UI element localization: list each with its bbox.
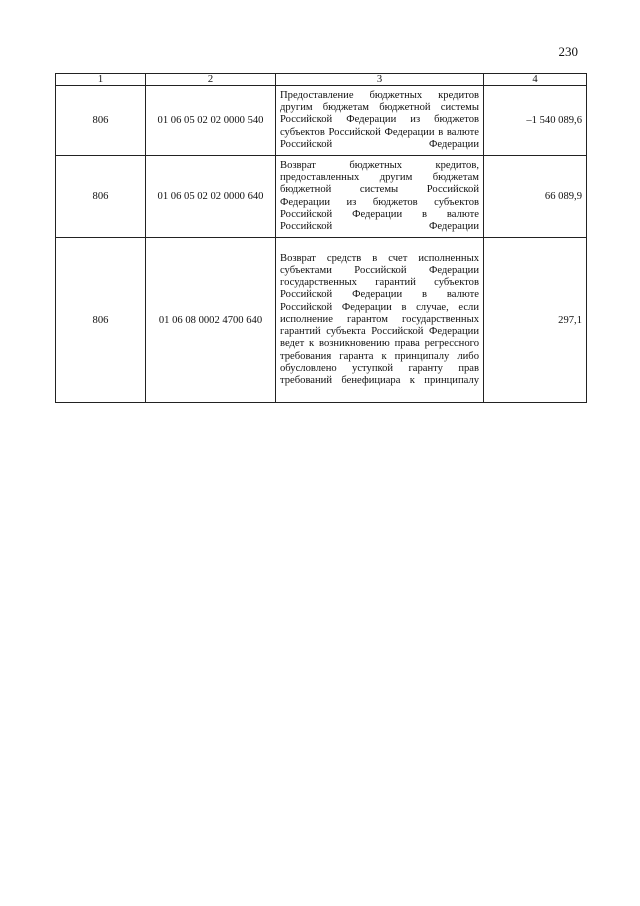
- description-cell: Возврат средств в счет исполненных субъектами Российской Федерации государственных гарантий субъектов Российской Федерации в валюте Российской Федерации в случае, если исполнение гарантом государственных гарантий субъекта Российской Федерации ведет к возникновению права регрессного требования гаранта к принципалу либо обусловлено уступкой гаранту прав требований бенефициара к принципалу: [276, 238, 484, 403]
- budget-sources-table: [55, 73, 587, 403]
- amount-cell: 297,1: [484, 238, 587, 403]
- page-number: 230: [558, 44, 578, 59]
- budget-code-cell: 01 06 05 02 02 0000 640: [146, 156, 276, 238]
- admin-code-cell: 806: [56, 238, 146, 403]
- budget-code-cell: 01 06 08 0002 4700 640: [146, 238, 276, 403]
- column-header-1: 1: [56, 74, 146, 86]
- amount-cell: –1 540 089,6: [484, 86, 587, 156]
- description-cell: Возврат бюджетных кредитов, предоставленных другим бюджетам бюджетной системы Российской Федерации из бюджетов субъектов Российской Федерации в валюте Российской Федерации: [276, 156, 484, 238]
- table-row: [56, 238, 587, 403]
- column-header-3: 3: [276, 74, 484, 86]
- admin-code-cell: 806: [56, 86, 146, 156]
- budget-code-cell: 01 06 05 02 02 0000 540: [146, 86, 276, 156]
- table-row: [56, 86, 587, 156]
- table-row: [56, 156, 587, 238]
- column-header-2: 2: [146, 74, 276, 86]
- description-cell: Предоставление бюджетных кредитов другим бюджетам бюджетной системы Российской Федерации из бюджетов субъектов Российской Федерации в валюте Российской Федерации: [276, 86, 484, 156]
- table-header-row: [56, 74, 587, 86]
- admin-code-cell: 806: [56, 156, 146, 238]
- amount-cell: 66 089,9: [484, 156, 587, 238]
- column-header-4: 4: [484, 74, 587, 86]
